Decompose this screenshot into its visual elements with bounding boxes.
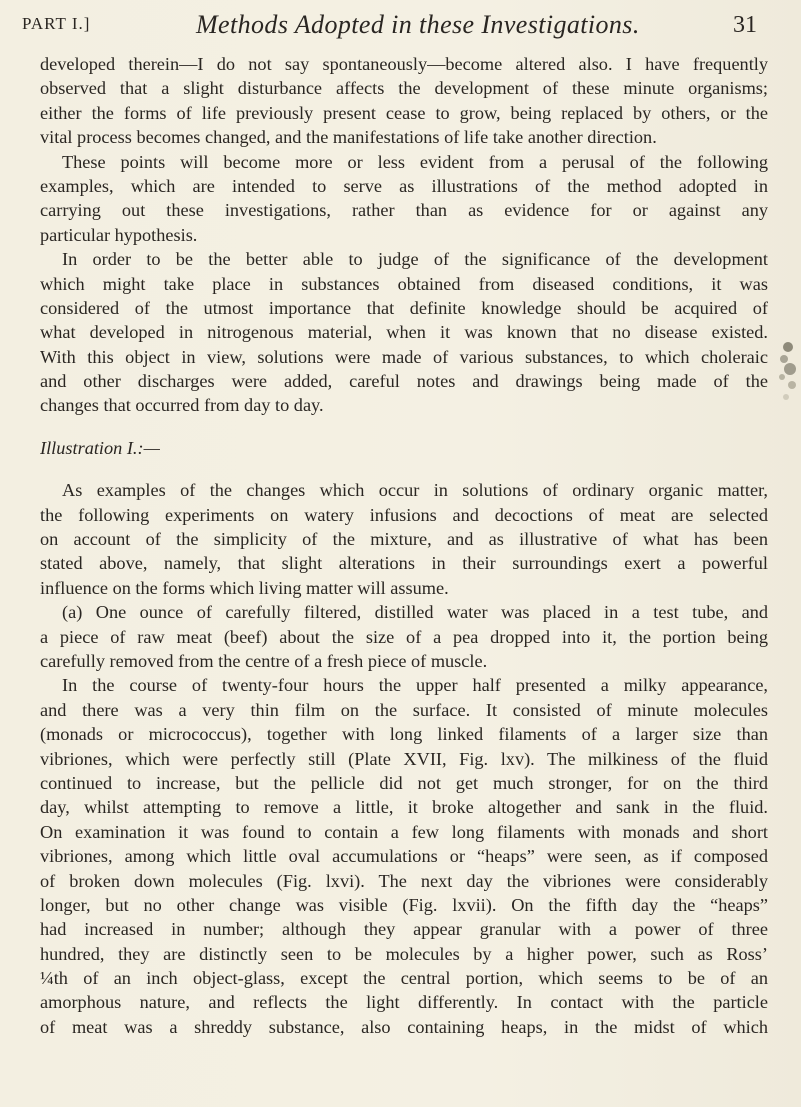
body-text [40,52,768,1039]
text-line: vibriones, among which little oval accumulations or “heaps” were seen, as if composed [40,846,768,867]
text-line: had increased in number; although they appear granular with a power of three [40,919,768,940]
text-line: (a) One ounce of carefully filtered, distilled water was placed in a test tube, and [62,602,768,623]
text-line: On examination it was found to contain a few long filaments with monads and short [40,821,768,842]
text-line: vibriones, which were perfectly still (Plate XVII, Fig. lxv). The milkiness of the fluid [40,748,768,769]
text-line: developed therein—I do not say spontaneously—become altered also. I have frequently [40,54,768,74]
text-line: of broken down molecules (Fig. lxvi). The next day the vibriones were considerably [40,870,768,891]
text-line: examples, which are intended to serve as illustrations of the method adopted in [40,175,768,196]
ink-blot-mark [770,335,800,420]
text-line: what developed in nitrogenous material, when it was known that no disease existed. [40,322,768,343]
chapter-title: Methods Adopted in these Investigations. [196,10,640,39]
text-line: either the forms of life previously present cease to grow, being replaced by others, or the [40,102,768,123]
text-line: which might take place in substances obtained from diseased conditions, it was [40,273,768,294]
text-line: the following experiments on watery infusions and decoctions of meat are selected [40,504,768,525]
text-line: carefully removed from the centre of a fresh piece of muscle. [40,650,488,671]
part-label: PART I.] [22,14,91,33]
text-line: Illustration I.:— [40,437,160,458]
text-line: These points will become more or less evident from a perusal of the following [62,151,768,172]
text-line: and other discharges were added, careful notes and drawings being made of the [40,371,768,392]
text-line: and there was a very thin film on the surface. It consisted of minute molecules [40,699,768,720]
running-head [0,10,801,46]
page-number: 31 [733,12,757,38]
text-line: With this object in view, solutions were made of various substances, to which choleraic [40,346,768,367]
text-line: particular hypothesis. [40,224,198,245]
text-line: considered of the utmost importance that definite knowledge should be acquired of [40,297,768,318]
text-line: In the course of twenty-four hours the upper half presented a milky appearance, [62,675,768,696]
text-line: on account of the simplicity of the mixture, and as illustrative of what has been [40,529,768,550]
text-line: amorphous nature, and reflects the light differently. In contact with the particle [40,992,768,1013]
text-line: carrying out these investigations, rather than as evidence for or against any [40,200,768,221]
text-line: longer, but no other change was visible (Fig. lxvii). On the fifth day the “heaps” [40,894,768,915]
text-line: stated above, namely, that slight alterations in their surroundings exert a powerful [40,553,768,574]
text-line: a piece of raw meat (beef) about the size of a pea dropped into it, the portion being [40,626,768,647]
text-line: hundred, they are distinctly seen to be molecules by a higher power, such as Ross’ [40,943,768,964]
text-line: day, whilst attempting to remove a little, it broke altogether and sank in the fluid. [40,797,768,818]
text-line: influence on the forms which living matter will assume. [40,577,449,598]
text-line: observed that a slight disturbance affects the development of these minute organisms; [40,78,768,99]
text-line: changes that occurred from day to day. [40,395,324,416]
text-line: (monads or micrococcus), together with long linked filaments of a larger size than [40,724,768,745]
text-line: of meat was a shreddy substance, also containing heaps, in the midst of which [40,1016,768,1037]
text-line: continued to increase, but the pellicle did not get much stronger, for on the third [40,772,768,793]
text-line: As examples of the changes which occur in solutions of ordinary organic matter, [62,480,768,501]
text-line: ¼th of an inch object-glass, except the central portion, which seems to be of an [40,968,768,989]
text-line: vital process becomes changed, and the manifestations of life take another direction. [40,127,657,148]
text-line: In order to be the better able to judge of the significance of the development [62,249,768,270]
